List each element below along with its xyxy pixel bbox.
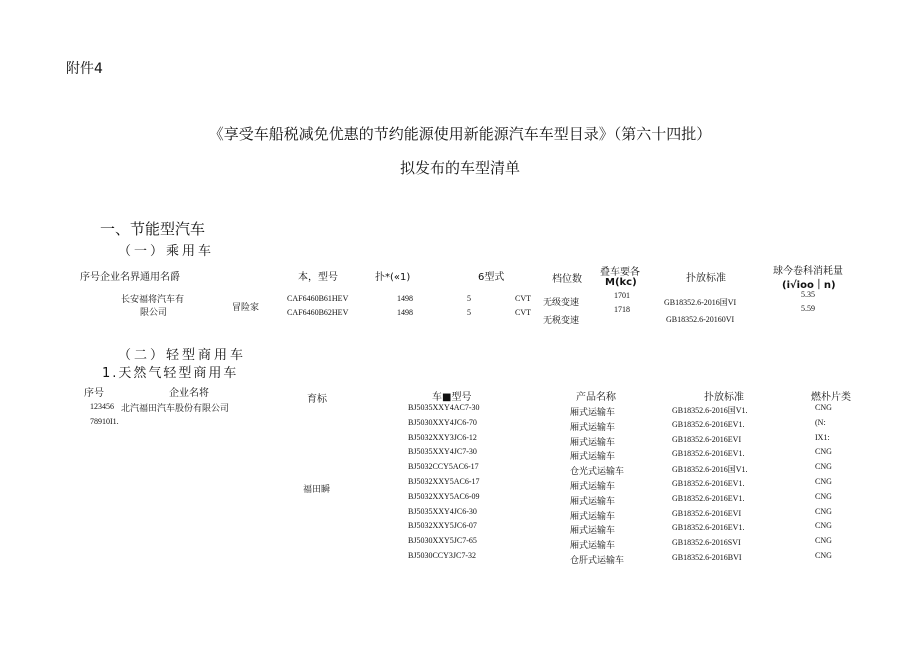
col-header-seq-company: 序号企业名界通用名爵	[80, 272, 180, 283]
model-cell: BJ5030XXY4JC6-70	[408, 417, 477, 427]
col-header-fuel-unit: (i√ioo｜n)	[782, 280, 836, 291]
fuel-cell: 5.35	[801, 290, 815, 299]
col-header-emission: 扑放标准	[704, 392, 744, 403]
model-cell: BJ5030CCY3JC7-32	[408, 551, 477, 560]
emission-cell: GB18352.6-2016EVI	[672, 434, 742, 444]
model-cell: BJ5032XXY5AC6-17	[408, 477, 480, 486]
model-cell: BJ5035XXY4JC7-30	[408, 447, 477, 457]
subsection-heading-cng-light-commercial: 1.天然气轻型商用车	[102, 366, 239, 381]
product-cell: 厢式运输车	[570, 496, 616, 507]
fuel-cell: CNG	[815, 506, 832, 516]
fuel-cell: CNG	[815, 536, 832, 546]
col-header-model: 本，型号	[298, 272, 338, 283]
col-header-gears: 档位数	[552, 274, 582, 285]
fuel-cell: CNG	[815, 521, 832, 531]
product-cell: 厢式运输车	[570, 541, 616, 552]
col-header-model: 车■型号	[432, 392, 472, 403]
displacement-cell: 1498	[397, 308, 413, 317]
fuel-cell: CNG	[815, 477, 832, 486]
displacement-cell: 1498	[397, 294, 413, 303]
gear-cell: 无税变速	[543, 316, 580, 326]
product-cell: 厢式运输车	[570, 408, 616, 418]
col-header-brand: 育标	[307, 394, 327, 405]
product-cell: 厢式运输车	[570, 526, 616, 537]
model-cell: BJ5035XXY4AC7-30	[408, 403, 480, 412]
emission-cell: GB18352.6-2016国VI	[664, 298, 737, 307]
emission-cell: GB18352.6-2016国V1.	[672, 465, 748, 475]
col-header-mass-unit: M(kc)	[605, 277, 637, 288]
transmission-cell: CVT	[515, 294, 531, 303]
col-header-seq: 序号	[84, 388, 104, 399]
mass-cell: 1701	[614, 291, 630, 300]
model-cell: BJ5032CCY5AC6-17	[408, 462, 479, 472]
emission-cell: GB18352.6-2016EV1.	[672, 419, 745, 429]
col-header-company: 企业名将	[169, 388, 209, 399]
fuel-cell: CNG	[815, 403, 832, 412]
emission-cell: GB18352.6-2016SVI	[672, 538, 741, 548]
model-cell: CAF6460B62HEV	[287, 308, 349, 317]
model-cell: BJ5032XXY3JC6-12	[408, 432, 477, 442]
fuel-cell: 5.59	[801, 304, 815, 313]
col-header-displacement: 扑*(«1)	[375, 272, 411, 283]
product-cell: 厢式运输车	[570, 511, 616, 522]
count-cell: 5	[467, 294, 471, 303]
company-name-line1: 长安福将汽车有	[121, 295, 185, 305]
emission-cell: GB18352.6-2016EV1.	[672, 479, 745, 488]
col-header-emission: 扑放标准	[686, 273, 726, 284]
emission-cell: GB18352.6-2016EV1.	[672, 523, 745, 533]
model-cell: BJ5032XXY5JC6-07	[408, 521, 477, 531]
seq-range-line1: 123456	[90, 402, 114, 411]
brand-name: 冒险家	[232, 303, 260, 313]
model-cell: BJ5032XXY5AC6-09	[408, 491, 480, 501]
model-cell: BJ5030XXY5JC7-65	[408, 536, 477, 546]
product-cell: 厢式运输车	[570, 482, 616, 492]
col-header-type: 6型式	[478, 272, 505, 283]
emission-cell: GB18352.6-2016EV1.	[672, 449, 745, 459]
page-subtitle: 拟发布的车型清单	[399, 159, 520, 177]
gear-cell: 无级变速	[543, 298, 580, 308]
emission-cell: GB18352.6-20160VI	[666, 315, 735, 324]
product-cell: 厢式运输车	[570, 437, 616, 448]
brand-name: 福田瞬	[303, 485, 331, 495]
fuel-cell: IX1:	[815, 432, 830, 442]
fuel-cell: CNG	[815, 447, 832, 457]
product-cell: 厢式运输车	[570, 452, 616, 463]
fuel-cell: CNG	[815, 462, 832, 472]
transmission-cell: CVT	[515, 308, 531, 317]
fuel-cell: CNG	[815, 551, 832, 560]
count-cell: 5	[467, 308, 471, 317]
col-header-fuel-consumption: 球今卷科消耗量	[773, 266, 843, 277]
fuel-cell: CNG	[815, 491, 832, 501]
seq-range-line2: 78910I1.	[90, 417, 119, 426]
fuel-cell: (N:	[815, 417, 826, 427]
company-name-line2: 限公司	[140, 308, 168, 318]
product-cell: 厢式运输车	[570, 422, 616, 433]
emission-cell: GB18352.6-2016EVI	[672, 508, 742, 518]
attachment-label: 附件4	[66, 61, 103, 77]
col-header-product: 产品名称	[576, 392, 616, 403]
col-header-mass: 叠车要各	[600, 267, 640, 278]
emission-cell: GB18352.6-2016国V1.	[672, 406, 748, 415]
subsection-heading-light-commercial: （二）轻型商用车	[118, 348, 247, 363]
subsection-heading-passenger: （一）乘用车	[118, 244, 215, 259]
model-cell: BJ5035XXY4JC6-30	[408, 506, 477, 516]
section-heading-energy-saving: 一、节能型汽车	[100, 220, 206, 238]
emission-cell: GB18352.6-2016BVI	[672, 553, 742, 562]
emission-cell: GB18352.6-2016EV1.	[672, 493, 745, 503]
company-name: 北汽福田汽车股份有限公司	[121, 404, 230, 414]
page-title: 《享受车船税减免优惠的节约能源使用新能源汽车车型目录》（第六十四批）	[208, 125, 712, 143]
product-cell: 仓肝式运输车	[570, 556, 625, 566]
product-cell: 仓光式运输车	[570, 467, 625, 478]
model-cell: CAF6460B61HEV	[287, 294, 349, 303]
col-header-fuel-type: 燃朴片类	[811, 392, 851, 403]
mass-cell: 1718	[614, 305, 630, 314]
